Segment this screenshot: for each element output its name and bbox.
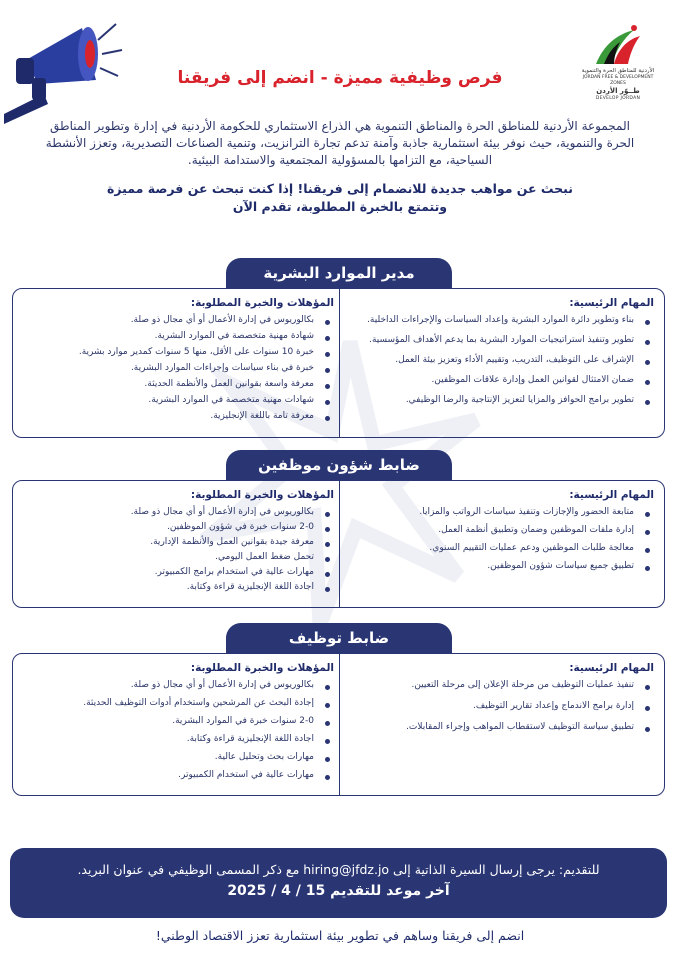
qualifications-heading: المؤهلات والخبرة المطلوبة: (190, 662, 334, 674)
call-line-2: وتتمتع بالخبرة المطلوبة، تقدم الآن (232, 199, 448, 214)
list-item: تحمل ضغط العمل اليومي. (21, 552, 336, 562)
tasks-list (341, 507, 656, 571)
tasks-heading: المهام الرئيسية: (569, 489, 654, 501)
list-item: معالجة طلبات الموظفين ودعم عمليات التقييم السنوي. (341, 543, 656, 553)
job-title-recruitment-officer: ضابط توظيف (226, 623, 452, 653)
logo-arabic-tagline: طــوّر الأردن (596, 87, 640, 95)
list-item: تنفيذ عمليات التوظيف من مرحلة الإعلان إلى مرحلة التعيين. (341, 680, 656, 690)
qualifications-list (21, 507, 336, 592)
list-item: خبرة 10 سنوات على الأقل، منها 5 سنوات كمدير موارد بشرية. (21, 347, 336, 357)
list-item: بكالوريوس في إدارة الأعمال أو أي مجال ذو صلة. (21, 680, 336, 690)
job-card-hr-manager (12, 288, 665, 438)
list-item: بكالوريوس في إدارة الأعمال أو أي مجال ذو صلة. (21, 507, 336, 517)
job-card-personnel-officer (12, 480, 665, 608)
qualifications-column (21, 489, 336, 592)
job-title-personnel-officer: ضابط شؤون موظفين (226, 450, 452, 480)
list-item: إدارة برامج الاندماج وإعداد تقارير التوظيف. (341, 701, 656, 711)
logo-emblem-icon (590, 20, 646, 68)
list-item: خبرة في بناء سياسات وإجراءات الموارد البشرية. (21, 363, 336, 373)
list-item: مهارات عالية في استخدام الكمبيوتر. (21, 770, 336, 780)
list-item: مهارات بحث وتحليل عالية. (21, 752, 336, 762)
tasks-column (341, 297, 656, 405)
logo-english-name: JORDAN FREE & DEVELOPMENT ZONES (582, 75, 654, 86)
list-item: ضمان الامتثال لقوانين العمل وإدارة علاقات الموظفين. (341, 375, 656, 385)
logo-english-tagline: DEVELOP JORDAN (595, 96, 641, 101)
list-item: شهادة مهنية متخصصة في الموارد البشرية. (21, 331, 336, 341)
page-title: فرص وظيفية مميزة - انضم إلى فريقنا (177, 68, 503, 88)
list-item: الإشراف على التوظيف، التدريب، وتقييم الأداء وتعزيز بيئة العمل. (341, 355, 656, 365)
list-item: إجادة البحث عن المرشحين واستخدام أدوات التوظيف الحديثة. (21, 698, 336, 708)
qualifications-list (21, 680, 336, 780)
qualifications-heading: المؤهلات والخبرة المطلوبة: (190, 489, 334, 501)
list-item: 2-0 سنوات خبرة في شؤون الموظفين. (21, 522, 336, 532)
company-logo (578, 20, 658, 110)
list-item: معرفة جيدة بقوانين العمل والأنظمة الإدارية. (21, 537, 336, 547)
list-item: إدارة ملفات الموظفين وضمان وتطبيق أنظمة العمل. (341, 525, 656, 535)
intro-paragraph: المجموعة الأردنية للمناطق الحرة والمناطق التنموية هي الذراع الاستثماري للحكومة الأردنية في إدارة وتطوير المناطق الحرة والتنموية، حيث نوفر بيئة استثمارية جاذبة وآمنة تدعم تجارة الترانزيت، وتنمية الصناعات التصديرية، وتعزز الأنشطة السياحية، مع التزامها بالمسؤولية المجتمعية والاستدامة البيئية. (45, 119, 635, 167)
list-item: بكالوريوس في إدارة الأعمال أو أي مجال ذو صلة. (21, 315, 336, 325)
list-item: متابعة الحضور والإجازات وتنفيذ سياسات الرواتب والمزايا. (341, 507, 656, 517)
tasks-list (341, 680, 656, 732)
list-item: تطبيق سياسة التوظيف لاستقطاب المواهب وإجراء المقابلات. (341, 722, 656, 732)
qualifications-column (21, 297, 336, 421)
list-item: بناء وتطوير دائرة الموارد البشرية وإعداد السياسات والإجراءات الداخلية. (341, 315, 656, 325)
column-divider (339, 289, 341, 437)
list-item: معرفة تامة باللغة الإنجليزية. (21, 411, 336, 421)
job-card-recruitment-officer (12, 653, 665, 796)
call-line-1: نبحث عن مواهب جديدة للانضمام إلى فريقنا! إذا كنت تبحث عن فرصة مميزة (107, 181, 573, 196)
list-item: اجادة اللغة الإنجليزية قراءة وكتابة. (21, 582, 336, 592)
column-divider (339, 654, 341, 795)
apply-instructions: للتقديم: يرجى إرسال السيرة الذاتية إلى hiring@jfdz.jo مع ذكر المسمى الوظيفي في عنوان البريد. (77, 862, 600, 877)
list-item: اجادة اللغة الإنجليزية قراءة وكتابة. (21, 734, 336, 744)
call-to-action (60, 180, 620, 216)
apply-banner (10, 848, 667, 918)
megaphone-icon (4, 14, 124, 124)
column-divider (339, 481, 341, 607)
logo-arabic-name: الأردنية للمناطق الحرة والتنموية (581, 68, 655, 74)
list-item: تطوير برامج الحوافز والمزايا لتعزيز الإنتاجية والرضا الوظيفي. (341, 395, 656, 405)
list-item: تطبيق جميع سياسات شؤون الموظفين. (341, 561, 656, 571)
tasks-column (341, 489, 656, 571)
tasks-column (341, 662, 656, 732)
qualifications-list (21, 315, 336, 421)
list-item: تطوير وتنفيذ استراتيجيات الموارد البشرية بما يدعم الأهداف المؤسسية. (341, 335, 656, 345)
tasks-list (341, 315, 656, 405)
closing-message: انضم إلى فريقنا وساهم في تطوير بيئة استثمارية تعزز الاقتصاد الوطني! (155, 928, 525, 943)
tasks-heading: المهام الرئيسية: (569, 662, 654, 674)
list-item: 2-0 سنوات خبرة في الموارد البشرية. (21, 716, 336, 726)
qualifications-column (21, 662, 336, 780)
tasks-heading: المهام الرئيسية: (569, 297, 654, 309)
list-item: مهارات عالية في استخدام برامج الكمبيوتر. (21, 567, 336, 577)
qualifications-heading: المؤهلات والخبرة المطلوبة: (190, 297, 334, 309)
apply-deadline: آخر موعد للتقديم 15 / 4 / 2025 (227, 883, 450, 899)
list-item: شهادات مهنية متخصصة في الموارد البشرية. (21, 395, 336, 405)
job-title-hr-manager: مدير الموارد البشرية (226, 258, 452, 288)
list-item: معرفة واسعة بقوانين العمل والأنظمة الحديثة. (21, 379, 336, 389)
